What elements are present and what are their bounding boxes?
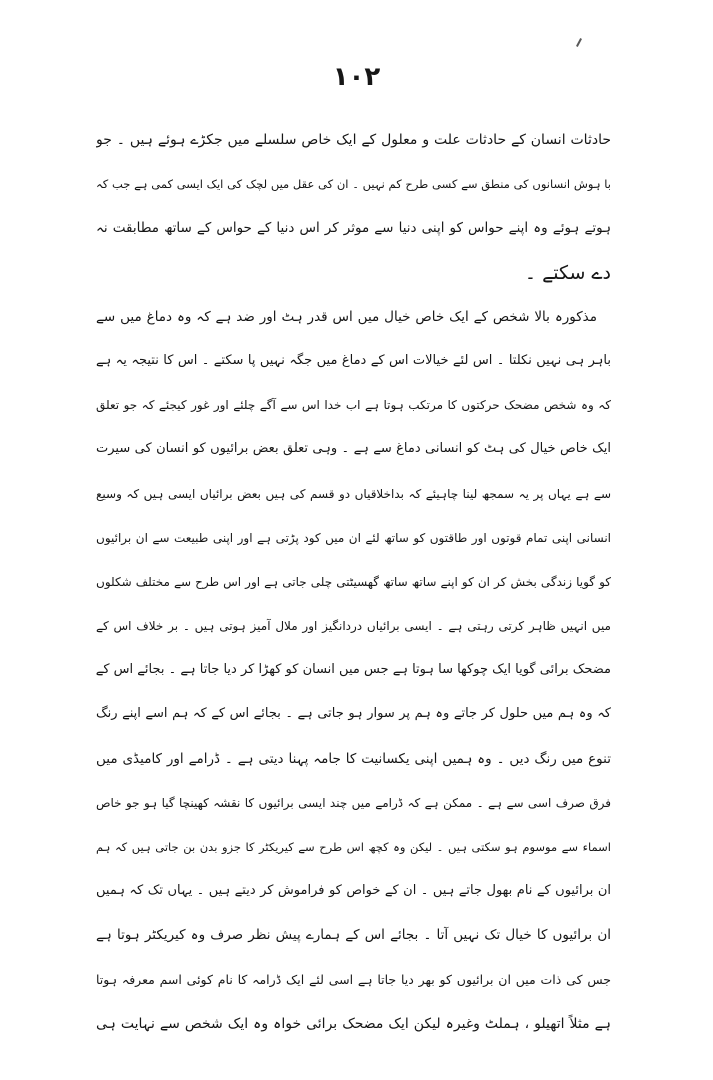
text-line: میں انہیں ظاہر کرتی رہتی ہے ۔ ایسی برائیاں دردانگیز اور ملال آمیز ہوتی ہیں ۔ بر خلاف اس کے [96, 619, 611, 634]
text-line: کہ وہ ہم میں حلول کر جاتے وہ ہم پر سوار ہو جاتی ہے ۔ بجائے اس کے کہ ہم اسے اپنے رنگ [96, 706, 611, 722]
body-text [96, 118, 611, 1046]
text-line: دے سکتے ۔ [524, 261, 611, 284]
text-line: مذکورہ بالا شخص کے ایک خاص خیال میں اس قدر ہٹ اور ضد ہے کہ وہ دماغ میں سے [96, 308, 597, 325]
text-line: کہ وہ شخص مضحک حرکتوں کا مرتکب ہوتا ہے اب خدا اس سے آگے چلئے اور غور کیجئے کہ جو تعلق [96, 398, 611, 413]
text-line: مضحک برائی گویا ایک چوکھا سا ہوتا ہے جس میں انسان کو کھڑا کر دیا جاتا ہے ۔ بجائے اس کے [96, 662, 611, 678]
text-line: سے ہے یہاں پر یہ سمجھ لینا چاہیئے کہ بداخلاقیاں دو قسم کی ہیں بعض برائیاں ایسی ہیں کہ وسیع [96, 486, 611, 501]
text-line: ہے مثلاً اتھیلو ، ہملٹ وغیرہ لیکن ایک مضحک برائی خواہ وہ ایک شخص سے نہایت ہی [96, 1015, 611, 1032]
text-line: اسماء سے موسوم ہو سکتی ہیں ۔ لیکن وہ کچھ اس طرح سے کیریکٹر کا جزو بدن بن جاتی ہیں کہ ہم [96, 840, 611, 854]
text-line: کو گویا زندگی بخش کر ان کو اپنے ساتھ ساتھ گھسیٹتی چلی جاتی ہے اور اس طرح سے مختلف شکلوں [96, 574, 611, 589]
text-line: فرق صرف اسی سے ہے ۔ ممکن ہے کہ ڈرامے میں چند ایسی برائیوں کا نقشہ کھینچا گیا ہو جو خاص [96, 795, 611, 810]
text-line: حادثات انسان کے حادثات علت و معلول کے ایک خاص سلسلے میں جکڑے ہوئے ہیں ۔ جو [96, 132, 611, 148]
scan-speck [576, 38, 582, 47]
text-line: تنوع میں رنگ دیں ۔ وہ ہمیں اپنی یکسانیت کا جامہ پہنا دیتی ہے ۔ ڈرامے اور کامیڈی میں [96, 750, 611, 767]
text-line: ہوتے ہوئے وہ اپنے حواس کو اپنی دنیا سے موثر کر اس دنیا کے حواس کے ساتھ مطابقت نہ [96, 220, 611, 237]
text-line: انسانی اپنی تمام قوتوں اور طاقتوں کو ساتھ لئے ان میں کود پڑتی ہے اور اپنی طبیعت سے ان برائیوں [96, 530, 611, 545]
text-line: جس کی ذات میں ان برائیوں کو بھر دیا جاتا ہے اسی لئے ایک ڈرامہ کا نام کوئی اسم معرفہ ہوتا [96, 971, 611, 987]
text-line: باہر ہی نہیں نکلتا ۔ اس لئے خیالات اس کے دماغ میں جگہ نہیں پا سکتے ۔ اس کا نتیجہ یہ ہے [96, 352, 611, 368]
text-line: با ہوش انسانوں کی منطق سے کسی طرح کم نہیں ۔ ان کی عقل میں لچک کی ایک ایسی کمی ہے جب کہ [96, 177, 611, 192]
page-number: ۱۰۲ [332, 62, 381, 92]
text-line: ان برائیوں کا خیال تک نہیں آتا ۔ بجائے اس کے ہمارے پیش نظر صرف وہ کیریکٹر ہوتا ہے [96, 927, 611, 944]
text-line: ان برائیوں کے نام بھول جاتے ہیں ۔ ان کے خواص کو فراموش کر دیتے ہیں ۔ یہاں تک کہ ہمیں [96, 883, 611, 899]
text-line: ایک خاص خیال کی ہٹ کو انسانی دماغ سے ہے ۔ وہی تعلق بعض برائیوں کو انسان کی سیرت [96, 441, 611, 457]
